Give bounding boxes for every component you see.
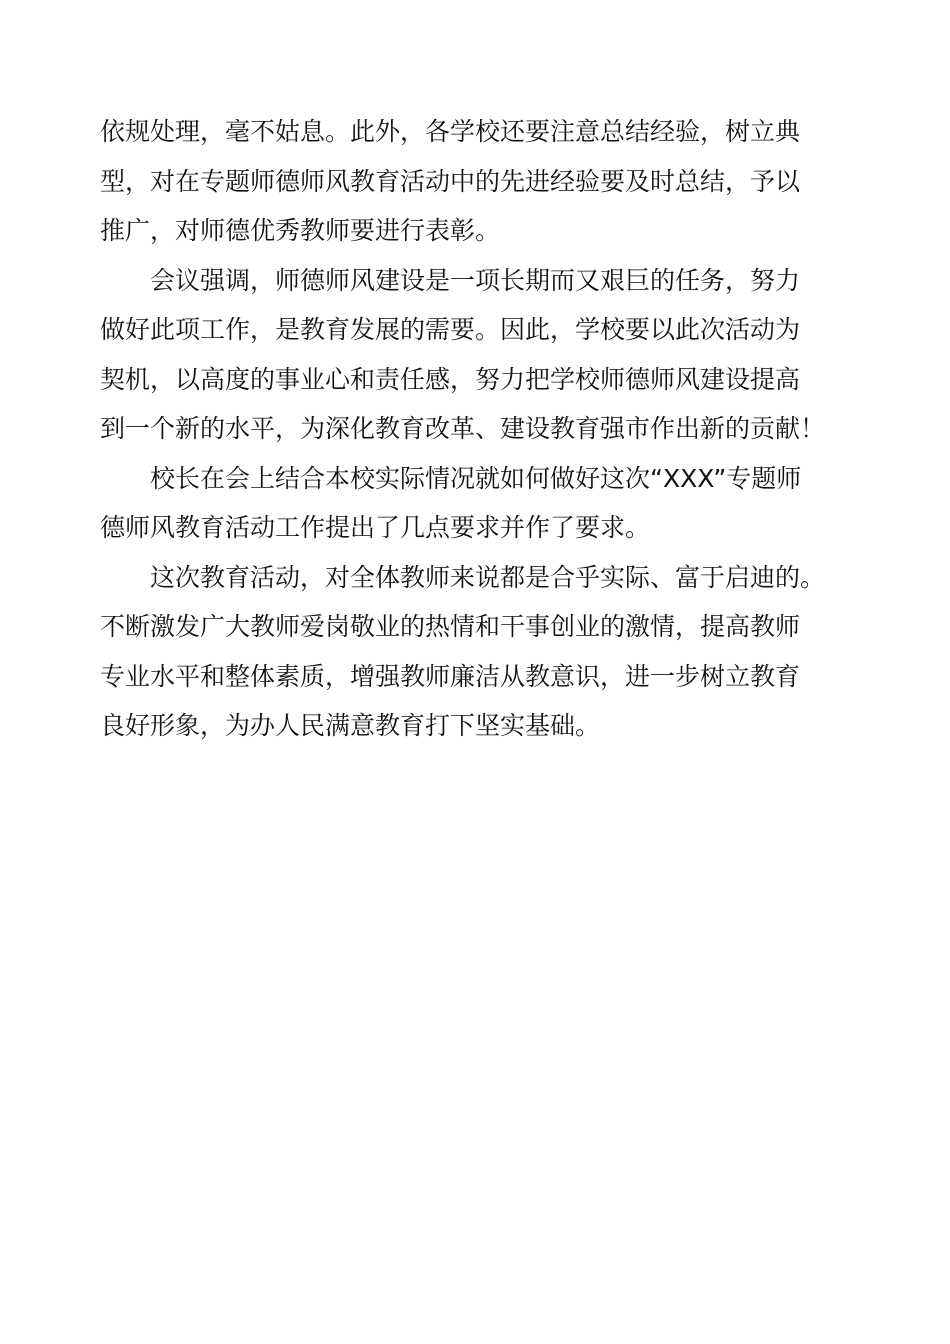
text-line: 专业水平和整体素质，增强教师廉洁从教意识，进一步树立教育 [100, 661, 801, 691]
text-line: 德师风教育活动工作提出了几点要求并作了要求。 [100, 513, 651, 542]
paragraph-1 [100, 107, 850, 256]
text-line: 推广，对师德优秀教师要进行表彰。 [100, 216, 501, 245]
text-line: 会议强调，师德师风建设是一项长期而又艰巨的任务，努力 [150, 265, 801, 295]
paragraph-3 [100, 454, 850, 553]
text-line: 型，对在专题师德师风教育活动中的先进经验要及时总结，予以 [100, 166, 801, 196]
text-line: 到一个新的水平，为深化教育改革、建设教育强市作出新的贡献！ [100, 414, 826, 443]
text-line: 做好此项工作，是教育发展的需要。因此，学校要以此次活动为 [100, 315, 801, 344]
document-body [100, 107, 850, 751]
text-line: 契机，以高度的事业心和责任感，努力把学校师德师风建设提高 [100, 364, 801, 394]
text-line: 这次教育活动，对全体教师来说都是合乎实际、富于启迪的。 [150, 562, 826, 592]
text-line: 校长在会上结合本校实际情况就如何做好这次“XXX”专题师 [150, 463, 802, 493]
text-line: 不断激发广大教师爱岗敬业的热情和干事创业的激情，提高教师 [100, 612, 801, 641]
paragraph-4 [100, 553, 850, 751]
paragraph-2 [100, 256, 850, 454]
text-line: 依规处理，毫不姑息。此外，各学校还要注意总结经验，树立典 [100, 117, 801, 146]
text-line: 良好形象，为办人民满意教育打下坚实基础。 [100, 711, 601, 740]
